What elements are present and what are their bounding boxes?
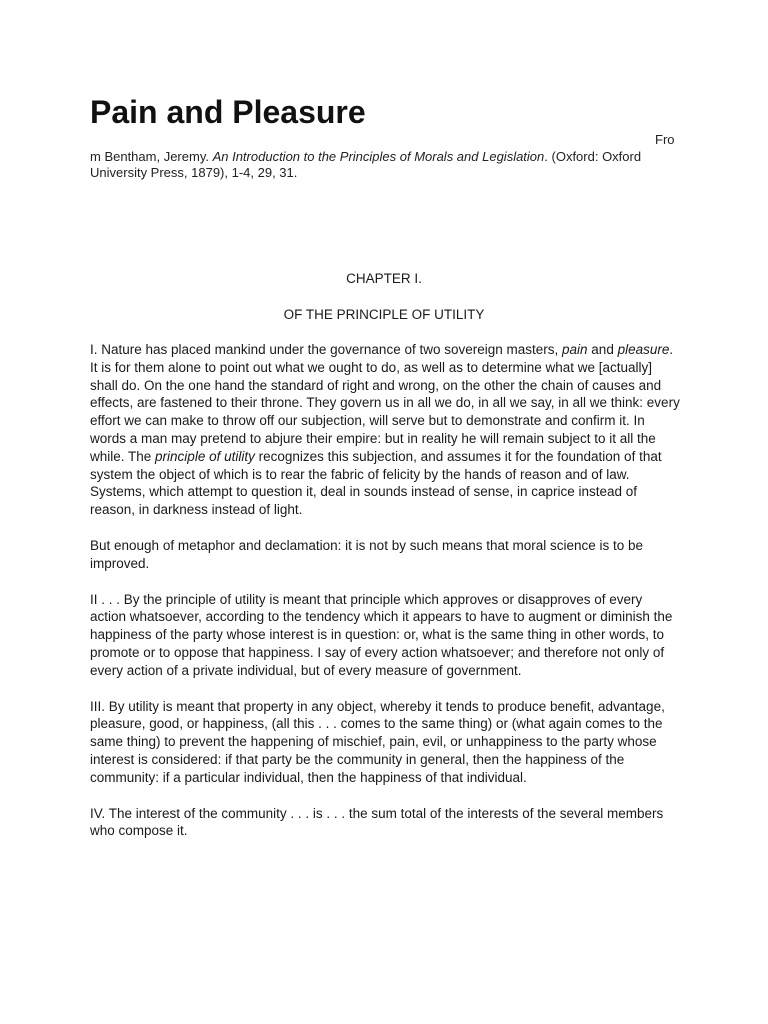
document-title: Pain and Pleasure <box>90 94 366 130</box>
citation-lead: Fro <box>655 132 675 147</box>
paragraph-4: III. By utility is meant that property in any object, whereby it tends to produce benefit, advantage, pleasure, good, or happiness, (all this . . . comes to the same thing) or (what again comes to the same thing) to prevent the happening of mischief, pain, evil, or unhappiness to the party whose interest is considered: if that party be the community in general, then the happiness of the community: if a particular individual, then the happiness of that individual. <box>90 698 665 785</box>
citation-prefix: m Bentham, Jeremy. <box>90 149 213 164</box>
body-text <box>90 341 680 858</box>
paragraph-5: IV. The interest of the community . . . is . . . the sum total of the interests of the several members who compose it. <box>90 805 664 839</box>
emphasis-principle-of-utility: principle of utility <box>155 448 255 464</box>
paragraph-1-part3: . It is for them alone to point out what we ought to do, as well as to determine what we [actually] shall do. On the one hand the standard of right and wrong, on the other the chain of causes and effects, are fastened to their throne. They govern us in all we do, in all we say, in all we think: every effort we can make to throw off our subjection, will serve but to demonstrate and confirm it. In words a man may pretend to abjure their empire: but in reality he will remain subject to it all the while. The <box>90 342 680 464</box>
paragraph-3: II . . . By the principle of utility is meant that principle which approves or disapproves of every action whatsoever, according to the tendency which it appears to have to augment or diminish the happiness of the party whose interest is in question: or, what is the same thing in other words, to promote or to oppose that happiness. I say of every action whatsoever; and therefore not only of every action of a private individual, but of every measure of government. <box>90 591 673 678</box>
paragraph-1-part2: and <box>587 342 618 357</box>
paragraph-1 <box>90 341 680 519</box>
chapter-title: OF THE PRINCIPLE OF UTILITY <box>283 307 485 322</box>
paragraph-1-part1: I. Nature has placed mankind under the governance of two sovereign masters, <box>90 342 563 357</box>
citation-suffix: . (Oxford: Oxford University Press, 1879), 1-4, 29, 31. <box>90 149 642 180</box>
citation <box>90 149 680 181</box>
paragraph-1-part4: recognizes this subjection, and assumes it for the foundation of that system the object of which is to rear the fabric of felicity by the hands of reason and of law. Systems, which attempt to question it, deal in sounds instead of sense, in caprice instead of reason, in darkness instead of light. <box>90 448 662 518</box>
emphasis-pain: pain <box>562 342 588 357</box>
citation-book-title: An Introduction to the Principles of Morals and Legislation <box>212 149 545 164</box>
emphasis-pleasure: pleasure <box>617 342 670 357</box>
paragraph-2: But enough of metaphor and declamation: it is not by such means that moral science is to be improved. <box>90 537 644 571</box>
chapter-heading: CHAPTER I. <box>346 271 422 286</box>
